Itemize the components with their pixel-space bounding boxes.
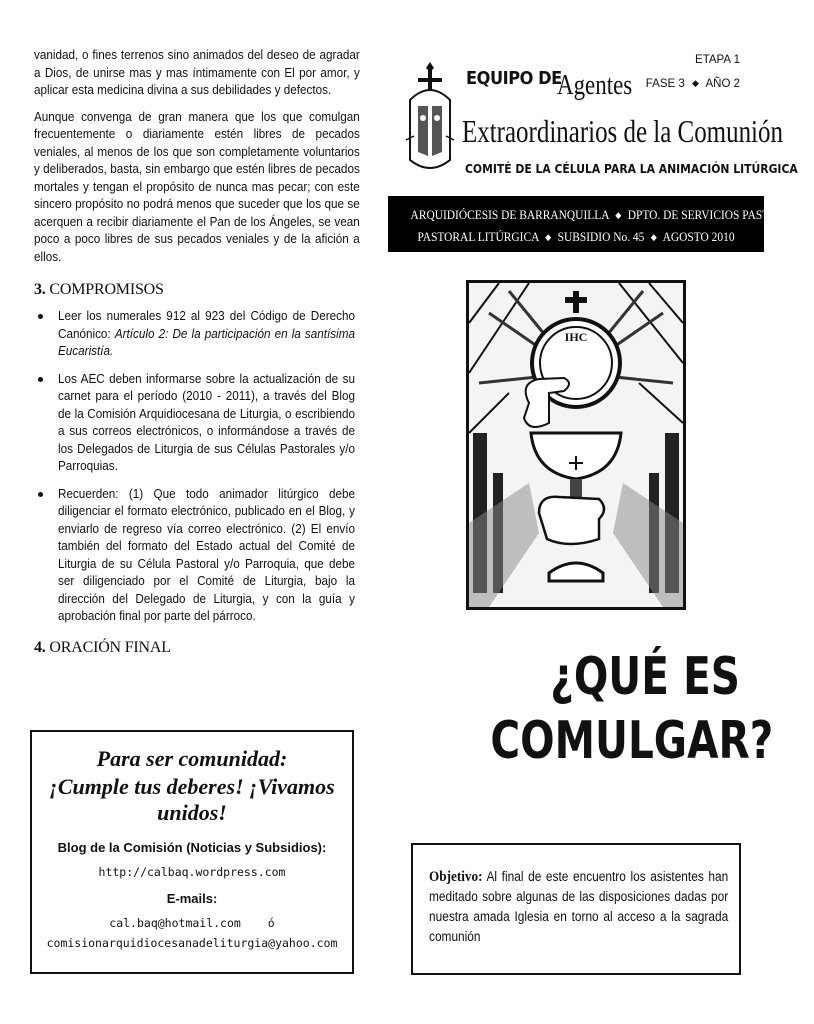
list-item [34,370,360,475]
section-3-heading [34,281,360,299]
email-link-2[interactable]: comisionarquidiocesanadeliturgia@yahoo.com [46,936,338,950]
list-item [34,307,360,360]
intro-paragraph-2: Aunque convenga de gran manera que los que comulgan frecuentemente o diariamente estén libres de pecados veniales, al menos de los que son completamente voluntarios y deliberados, basta, sin embargo que estén libres de pecados mortales y tengan el propósito de nunca mas pecar; con este sincero propósito no podrá menos que suceder que los que se acerquen a recibir diariamente el Pan de los Ángeles, se vean poco a poco libres de sus pecados veniales y de la afición a ellos. [34,108,360,264]
cross-chalice-logo-icon [404,60,456,176]
page-title [490,645,774,773]
banner-department: DPTO. DE SERVICIOS PASTORALES [627,207,814,222]
commitment-1-italic: Artículo 2: De la participación en la santísima Eucaristía. [58,325,355,358]
objective-label: Objetivo: [429,869,483,885]
diamond-icon: ◆ [650,232,657,242]
bullet-icon [38,314,43,319]
community-box [30,730,354,974]
host-label: IHC [564,330,588,344]
diamond-icon: ◆ [692,78,699,88]
diamond-icon: ◆ [615,210,622,220]
committee-subtitle: COMITÉ DE LA CÉLULA PARA LA ANIMACIÓN LITÚRGICA [465,162,798,176]
section-4-title: ORACIÓN FINAL [49,638,171,656]
blog-link[interactable]: http://calbaq.wordpress.com [98,865,286,879]
banner-diocese: ARQUIDIÓCESIS DE BARRANQUILLA [410,207,609,222]
email-link-1[interactable]: cal.baq@hotmail.com [109,916,241,930]
year-label: AÑO 2 [705,78,740,90]
title-line-2: COMULGAR? [490,711,774,771]
section-3-title: COMPROMISOS [49,281,164,298]
list-item [34,485,360,625]
section-4-heading [34,639,360,657]
eucharist-illustration [466,280,686,610]
stage-label: ETAPA 1 [695,54,740,66]
title-line-1: ¿QUÉ ES [550,647,740,707]
box-heading: Para ser comunidad: [96,746,288,771]
email-line-1 [32,916,352,930]
section-3-number: 3. [34,281,46,298]
agents-label: Agentes [557,70,633,101]
commitment-2-text: Los AEC deben informarse sobre la actualización de su carnet para el período (2010 - 2011), a través del Blog de la Comisión Arquidiocesana de Liturgia, o escribiendo a sus correos electrónicos, o informándose a través de los Delegados de Liturgia de sus Células Pastorales y/o Parroquias. [58,370,355,473]
banner-pastoral: PASTORAL LITÚRGICA [417,229,539,244]
commitment-1-text: Leer los numerales 912 al 923 del Código de Derecho Canónico: [58,308,355,341]
banner-date: AGOSTO 2010 [662,229,735,244]
bullet-icon [38,377,43,382]
diamond-icon: ◆ [545,232,552,242]
email-separator: ó [267,916,275,930]
banner-row-2 [411,226,742,248]
phase-label: FASE 3 [645,78,685,90]
banner-row-1 [410,204,814,226]
commitment-3-text: Recuerden: (1) Que todo animador litúrgico debe diligenciar el formato electrónico, publicado en el Blog, y enviarlo de regreso vía correo electrónico. (2) El envío también del formato del Estado actual del Comité de Liturgia de su Célula Pastoral y/o Parroquia, que debe ser diligenciado por el Comité de Liturgia, bajo la dirección del Delegado de Liturgia, y con la guía y aprobación final por parte del párroco. [58,485,355,623]
bullet-icon [38,492,43,497]
box-slogan: ¡Cumple tus deberes! ¡Vivamos unidos! [49,774,335,825]
team-label: EQUIPO DE [466,68,562,89]
objective-box [411,843,741,975]
left-column [34,46,360,665]
ministers-title: Extraordinarios de la Comunión [462,113,783,149]
objective-text: Al final de este encuentro los asistentes han meditado sobre algunas de las disposiciones dadas por nuestra amada Iglesia en torno al acceso a la sagrada comunión [429,869,729,944]
commitments-list [34,307,360,625]
section-4-number: 4. [34,638,46,656]
intro-paragraph-1: vanidad, o fines terrenos sino animados del deseo de agradar a Dios, de unirse mas y mas íntimamente con El por amor, y aplicar esta medicina divina a sus debilidades y defectos. [34,47,360,97]
phase-year-label [620,78,740,90]
banner-subsidy: SUBSIDIO No. 45 [557,229,645,244]
emails-label: E-mails: [166,891,218,906]
blog-label: Blog de la Comisión (Noticias y Subsidios): [57,840,327,855]
diocese-banner [388,196,814,252]
